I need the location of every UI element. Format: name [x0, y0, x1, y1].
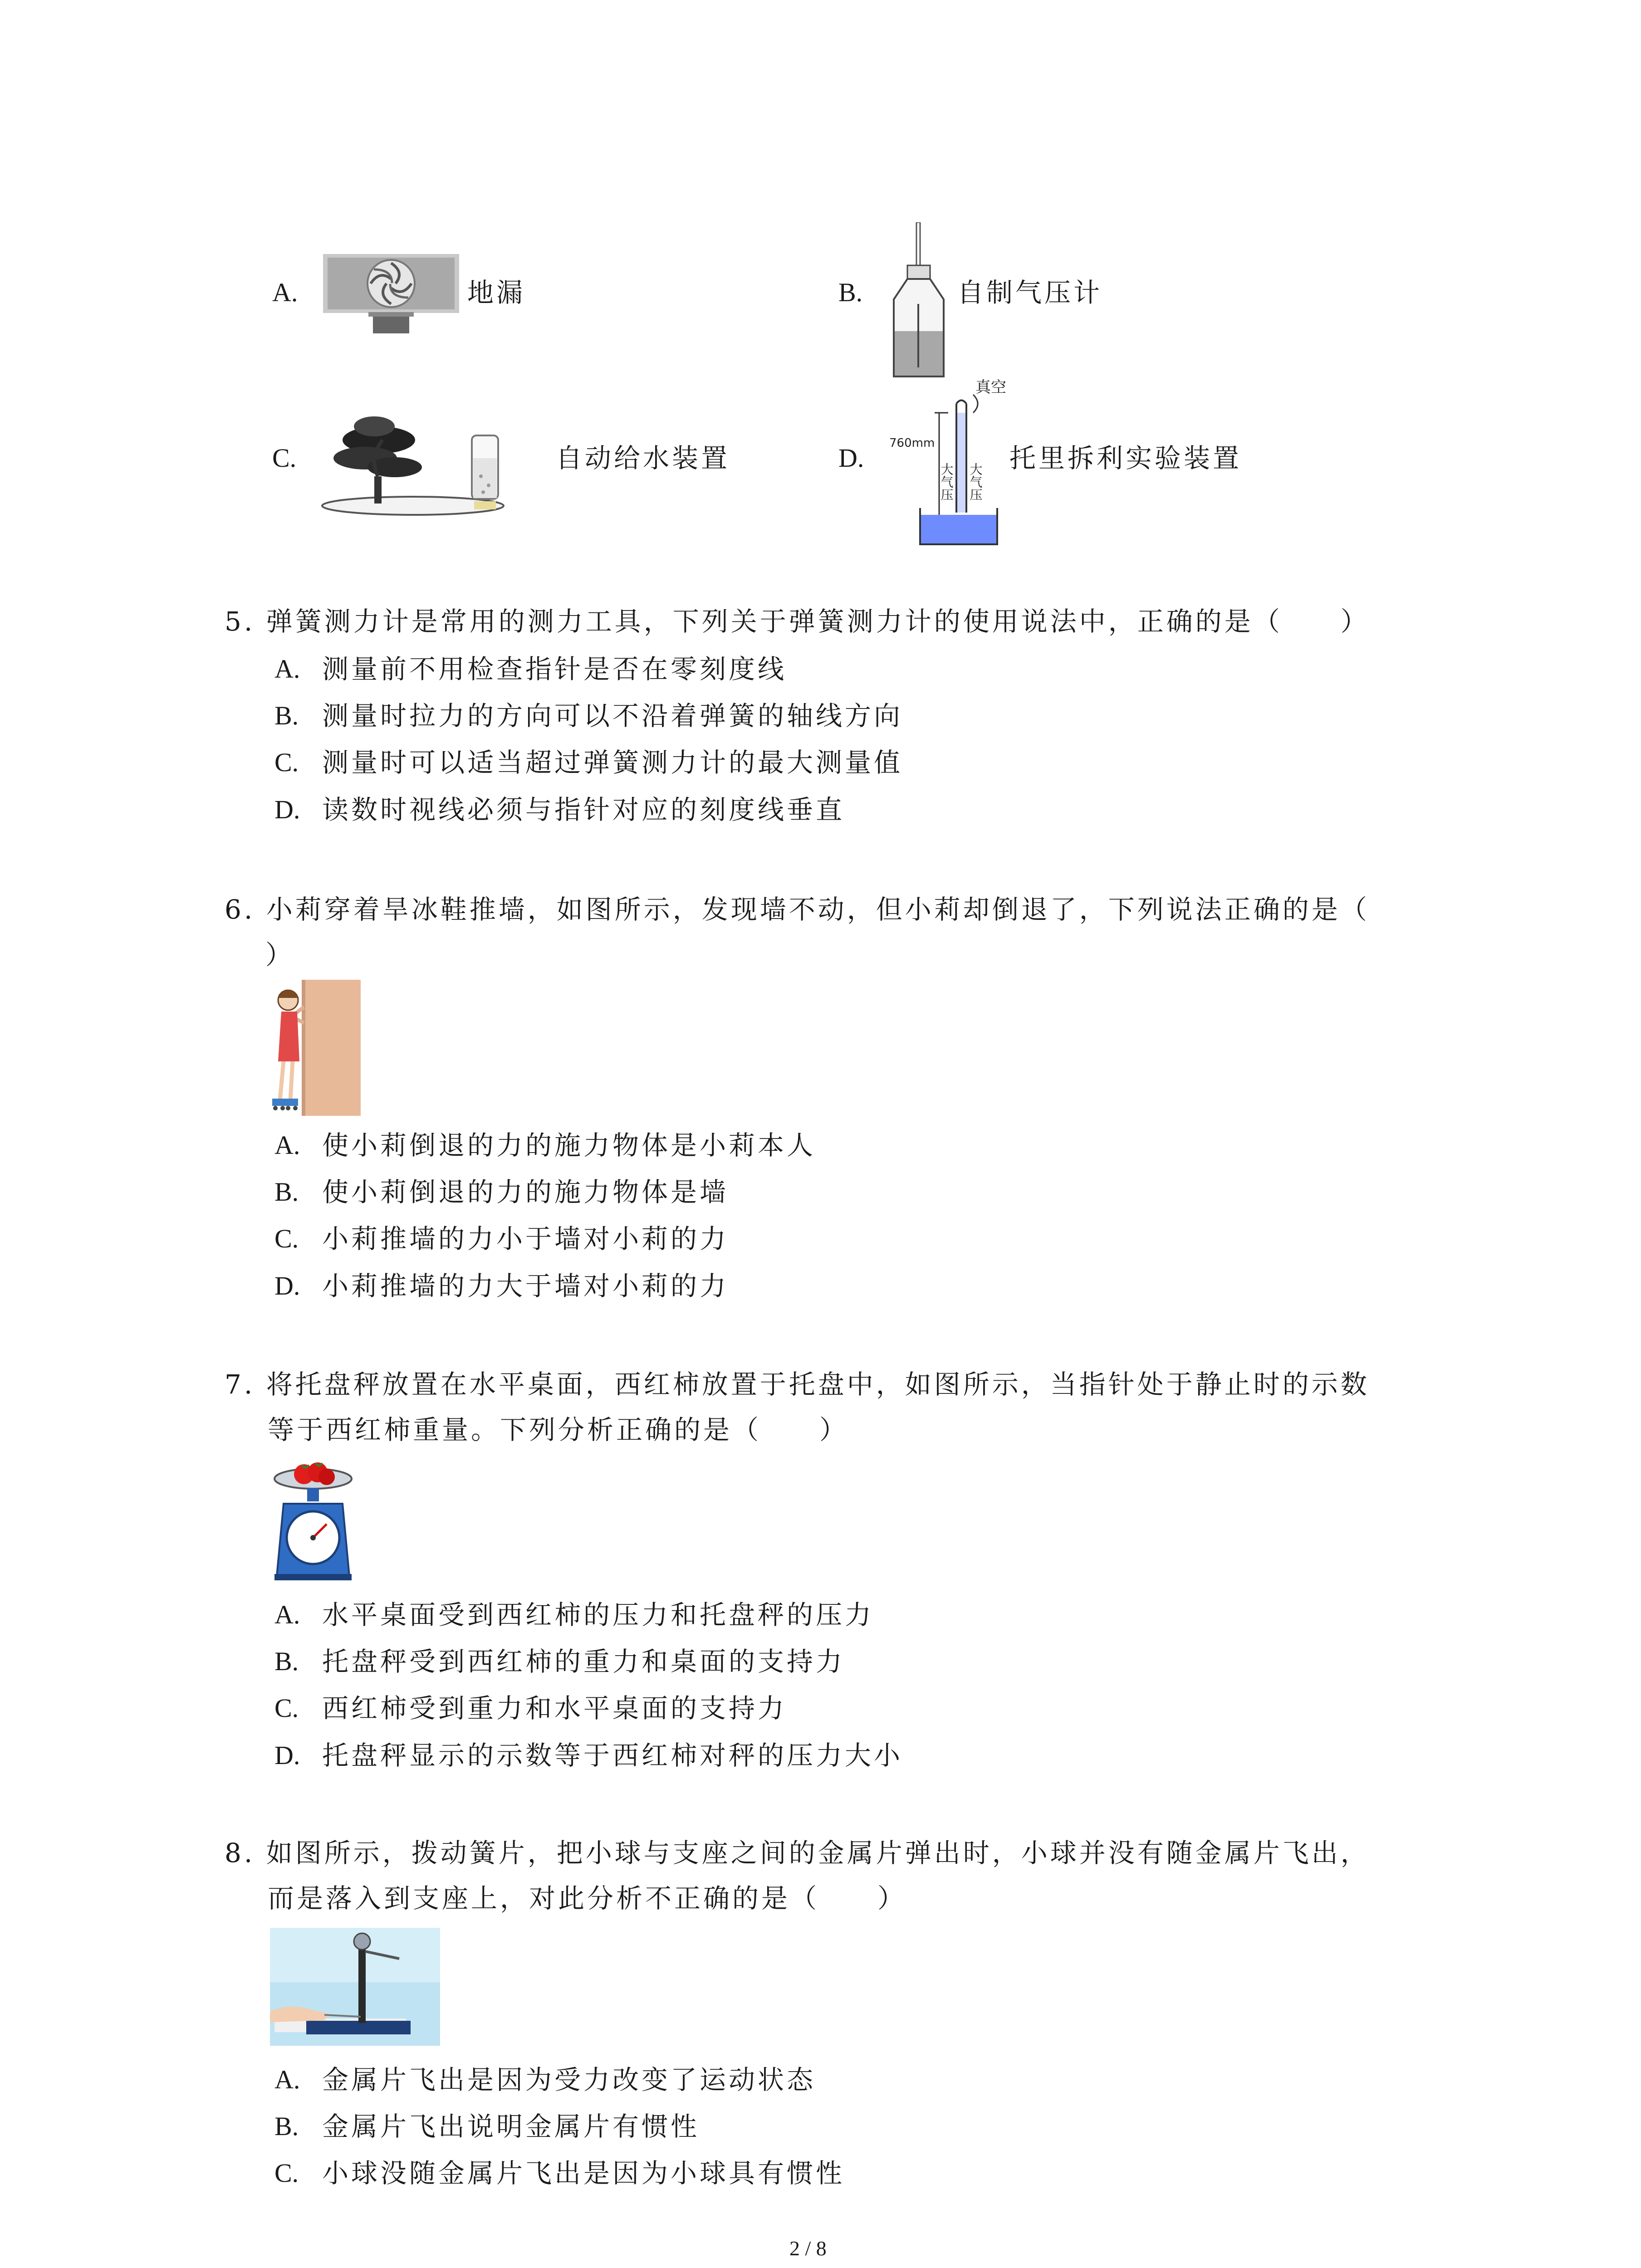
question-7-stem-line-1: 7. 将托盘秤放置在水平桌面，西红柿放置于托盘中，如图所示，当指针处于静止时的示数 — [225, 1369, 1370, 1400]
q5-option-c-text: 测量时可以适当超过弹簧测力计的最大测量值 — [322, 747, 903, 778]
q7-option-c-text: 西红柿受到重力和水平桌面的支持力 — [322, 1693, 787, 1724]
q5-option-c-letter: C. — [274, 748, 299, 777]
question-6-stem-line-2: ） — [265, 939, 295, 970]
q5-option-d-letter: D. — [274, 795, 300, 824]
q5-option-b-text: 测量时拉力的方向可以不沿着弹簧的轴线方向 — [322, 700, 903, 731]
q8-option-a-text: 金属片飞出是因为受力改变了运动状态 — [322, 2064, 816, 2095]
question-6-stem-line-1: 6. 小莉穿着旱冰鞋推墙，如图所示，发现墙不动，但小莉却倒退了，下列说法正确的是（ — [225, 894, 1370, 925]
q7-option-d-letter: D. — [274, 1740, 300, 1770]
torricelli-apparatus-image — [889, 376, 1007, 547]
q6-option-d-letter: D. — [274, 1271, 300, 1300]
atm-right-label: 大气压 — [968, 463, 983, 501]
question-7-stem-line-2: 等于西红柿重量。下列分析正确的是（ ） — [268, 1414, 849, 1445]
q6-option-a-letter: A. — [274, 1130, 300, 1160]
option-a-label: 地漏 — [467, 277, 526, 308]
q6-option-a-text: 使小莉倒退的力的施力物体是小莉本人 — [322, 1130, 816, 1161]
option-b-label: 自制气压计 — [957, 277, 1103, 308]
q5-option-d-text: 读数时视线必须与指针对应的刻度线垂直 — [322, 794, 845, 825]
q6-option-d-text: 小莉推墙的力大于墙对小莉的力 — [322, 1271, 729, 1301]
q7-option-d-text: 托盘秤显示的示数等于西红柿对秤的压力大小 — [322, 1740, 903, 1771]
q8-option-b-text: 金属片飞出说明金属片有惯性 — [322, 2111, 700, 2142]
option-d-label: 托里拆利实验装置 — [1009, 443, 1242, 474]
auto-watering-image — [320, 408, 506, 522]
q6-option-b-letter: B. — [274, 1177, 299, 1207]
tray-scale-image — [270, 1461, 356, 1583]
q6-option-c-letter: C. — [274, 1224, 299, 1253]
option-b-letter: B. — [838, 278, 863, 307]
q7-option-a-text: 水平桌面受到西红柿的压力和托盘秤的压力 — [322, 1599, 874, 1630]
option-c-label: 自动给水装置 — [556, 443, 730, 474]
height-760mm-label: 760mm — [889, 436, 935, 450]
q5-option-a-letter: A. — [274, 654, 300, 684]
option-a-letter: A. — [272, 278, 298, 307]
q7-option-c-letter: C. — [274, 1693, 299, 1723]
q8-option-c-text: 小球没随金属片飞出是因为小球具有惯性 — [322, 2158, 845, 2189]
option-d-letter: D. — [838, 443, 864, 473]
q6-option-b-text: 使小莉倒退的力的施力物体是墙 — [322, 1177, 729, 1207]
q8-option-b-letter: B. — [274, 2112, 299, 2141]
girl-pushing-wall-image — [270, 980, 361, 1116]
vacuum-label: 真空 — [975, 378, 1006, 396]
q8-option-a-letter: A. — [274, 2065, 300, 2094]
question-5-stem-line-1: 5. 弹簧测力计是常用的测力工具，下列关于弹簧测力计的使用说法中，正确的是（ ） — [225, 606, 1370, 637]
floor-drain-image — [323, 254, 459, 338]
option-c-letter: C. — [272, 443, 297, 473]
q7-option-b-letter: B. — [274, 1647, 299, 1676]
homemade-barometer-image — [889, 222, 948, 381]
question-8-stem-line-1: 8. 如图所示，拨动簧片，把小球与支座之间的金属片弹出时，小球并没有随金属片飞出， — [225, 1838, 1370, 1868]
q6-option-c-text: 小莉推墙的力小于墙对小莉的力 — [322, 1223, 729, 1254]
q5-option-b-letter: B. — [274, 701, 299, 730]
atm-left-label: 大气压 — [939, 463, 954, 501]
page-number: 2 / 8 — [789, 2237, 827, 2260]
q7-option-b-text: 托盘秤受到西红柿的重力和桌面的支持力 — [322, 1646, 845, 1677]
question-8-stem-line-2: 而是落入到支座上，对此分析不正确的是（ ） — [268, 1883, 907, 1914]
inertia-experiment-image — [270, 1928, 440, 2046]
q7-option-a-letter: A. — [274, 1600, 300, 1629]
q5-option-a-text: 测量前不用检查指针是否在零刻度线 — [322, 654, 787, 684]
q8-option-c-letter: C. — [274, 2158, 299, 2188]
